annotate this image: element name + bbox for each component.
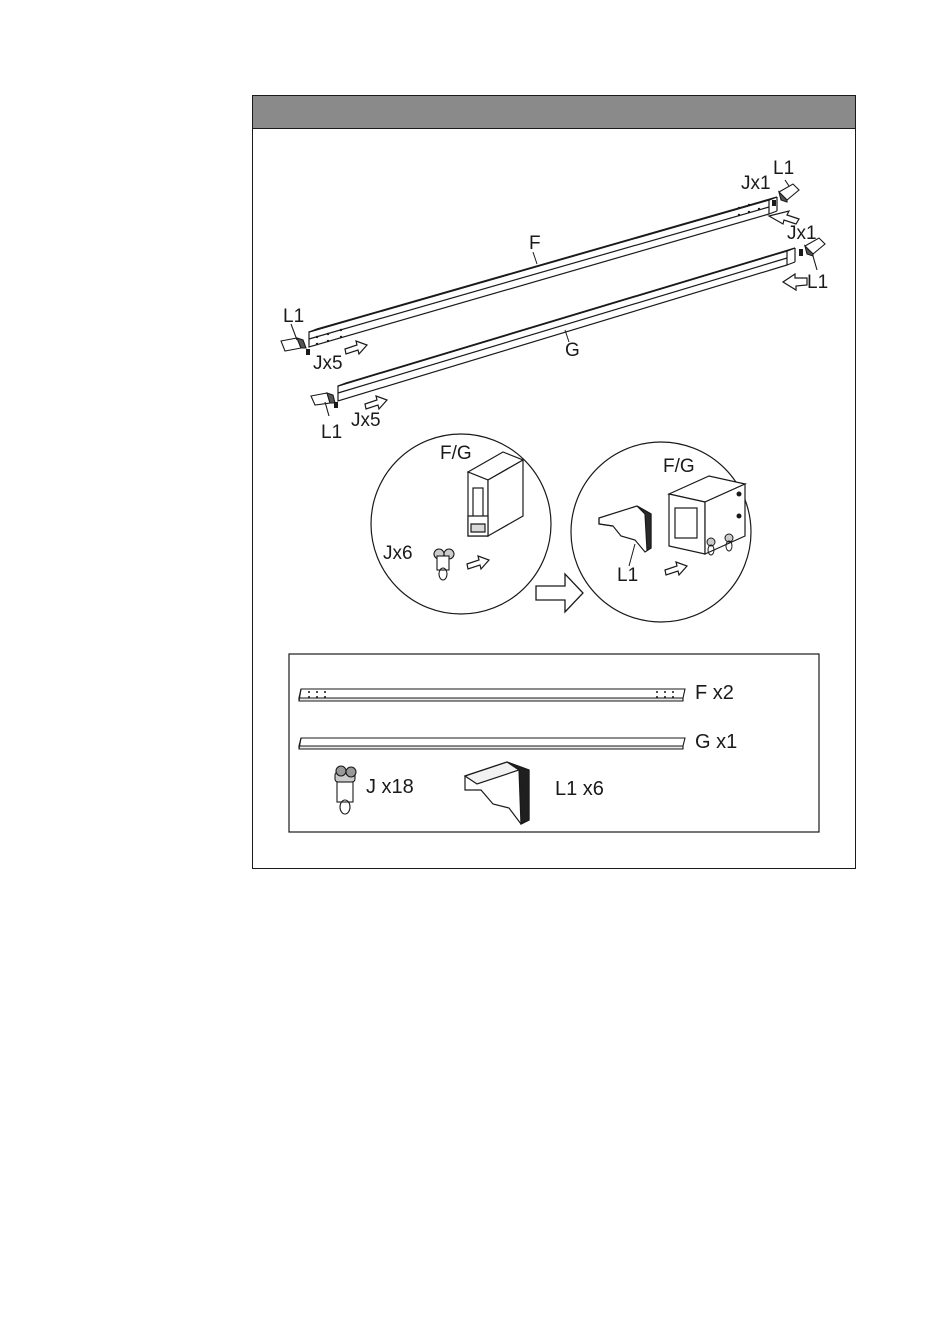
part-f-icon [299, 689, 685, 701]
runner-top-right-icon [772, 200, 776, 206]
label-runner-top-left: Jx5 [313, 353, 343, 374]
assembly-diagram [253, 96, 857, 870]
label-detail1-runner: Jx6 [383, 543, 413, 564]
runner-top-left-icon [306, 349, 310, 355]
label-detail2-cap: L1 [617, 565, 639, 586]
label-cap-bottom-left: L1 [321, 422, 343, 443]
label-cap-top-left: L1 [283, 306, 305, 327]
part-label-f: F x2 [695, 682, 734, 704]
label-detail2-profile: F/G [663, 456, 695, 477]
end-cap-bottom-left-icon [311, 393, 335, 416]
arrow-right-icon [365, 396, 387, 409]
part-g-icon [299, 738, 685, 749]
part-label-l1: L1 x6 [555, 778, 604, 800]
arrow-left-icon [783, 274, 807, 290]
part-label-g: G x1 [695, 731, 738, 753]
label-rail-f: F [529, 233, 541, 254]
end-cap-top-left-icon [281, 324, 306, 351]
label-runner-top-right: Jx1 [741, 173, 771, 194]
label-rail-g: G [565, 340, 580, 361]
label-runner-bottom-right: Jx1 [787, 223, 817, 244]
runner-bottom-left-icon [334, 402, 338, 408]
part-label-j: J x18 [366, 776, 414, 798]
transition-arrow-icon [536, 574, 583, 612]
label-cap-bottom-right: L1 [807, 272, 829, 293]
end-cap-top-right-icon [779, 180, 799, 202]
detail-cap-insertion [571, 442, 751, 622]
parts-list [289, 654, 819, 832]
label-cap-top-right: L1 [773, 158, 795, 179]
label-detail1-profile: F/G [440, 443, 472, 464]
label-runner-bottom-left: Jx5 [351, 410, 381, 431]
step-panel [252, 95, 856, 869]
runner-bottom-right-icon [799, 249, 803, 256]
arrow-right-icon [345, 341, 367, 354]
